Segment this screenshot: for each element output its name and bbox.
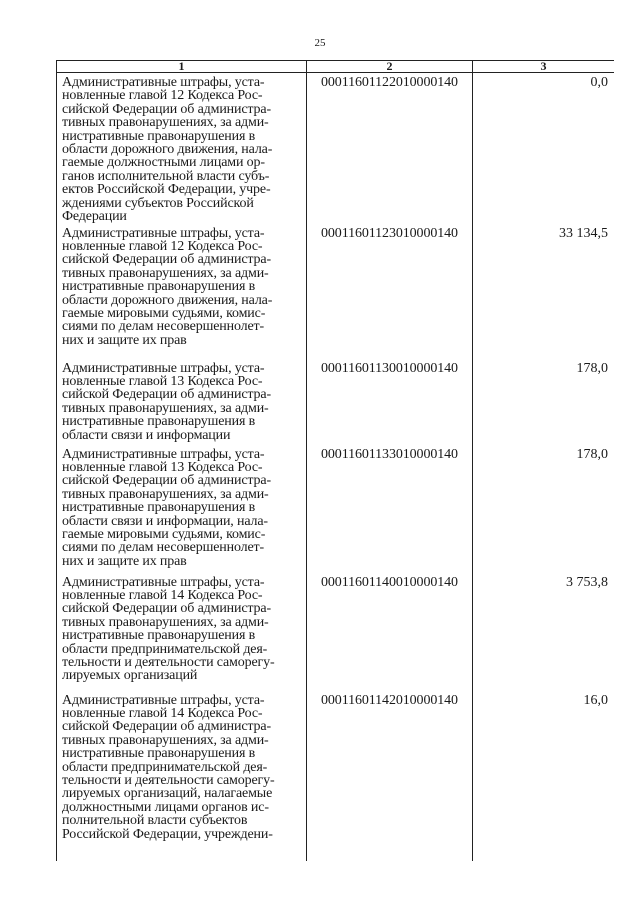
description-line: области связи и информации, нала-	[62, 513, 268, 529]
description-line: сийской Федерации об администра-	[62, 252, 271, 268]
row-code: 00011601123010000140	[307, 224, 473, 359]
description-line: сийской Федерации об администра-	[62, 387, 271, 403]
description-line: них и защите их прав	[62, 553, 187, 569]
description-line: тивных правонарушениях, за адми-	[62, 115, 269, 131]
description-line: Административные штрафы, уста-	[62, 692, 265, 708]
description-line: сиями по делам несовершеннолет-	[62, 319, 265, 335]
row-description	[57, 573, 307, 691]
row-amount: 0,0	[473, 73, 615, 224]
description-line: сиями по делам несовершеннолет-	[62, 540, 265, 556]
description-line: тивных правонарушениях, за адми-	[62, 732, 269, 748]
description-line: нистративные правонарушения в	[62, 414, 256, 430]
description-line: полнительной власти субъектов	[62, 813, 248, 829]
table-row	[57, 445, 615, 573]
column-header-3: 3	[473, 61, 615, 73]
description-line: области предпринимательской дея-	[62, 641, 268, 657]
table-row	[57, 73, 615, 224]
description-line: тельности и деятельности саморегу-	[62, 654, 275, 670]
description-line: тивных правонарушениях, за адми-	[62, 614, 269, 630]
row-description	[57, 359, 307, 445]
description-line: новленные главой 14 Кодекса Рос-	[62, 705, 263, 721]
description-line: Административные штрафы, уста-	[62, 75, 265, 90]
description-line: сийской Федерации об администра-	[62, 101, 271, 117]
description-line: должностными лицами органов ис-	[62, 799, 269, 815]
row-amount: 178,0	[473, 445, 615, 573]
description-line: ектов Российской Федерации, учре-	[62, 182, 271, 198]
table-row	[57, 224, 615, 359]
description-line: новленные главой 13 Кодекса Рос-	[62, 373, 263, 389]
description-line: нистративные правонарушения в	[62, 128, 256, 144]
column-header-2: 2	[307, 61, 473, 73]
description-line: нистративные правонарушения в	[62, 500, 256, 516]
description-line: лируемых организаций, налагаемые	[62, 786, 273, 802]
column-header-1: 1	[57, 61, 307, 73]
row-code: 00011601140010000140	[307, 573, 473, 691]
description-line: тивных правонарушениях, за адми-	[62, 486, 269, 502]
description-line: тивных правонарушениях, за адми-	[62, 265, 269, 281]
description-line: новленные главой 12 Кодекса Рос-	[62, 238, 263, 254]
description-line: новленные главой 14 Кодекса Рос-	[62, 587, 263, 603]
table-row	[57, 359, 615, 445]
description-line: ганов исполнительной власти субъ-	[62, 168, 270, 184]
row-code: 00011601133010000140	[307, 445, 473, 573]
description-line: сийской Федерации об администра-	[62, 719, 271, 735]
row-amount: 16,0	[473, 691, 615, 861]
description-line: Федерации	[62, 209, 127, 225]
row-amount: 3 753,8	[473, 573, 615, 691]
description-line: новленные главой 12 Кодекса Рос-	[62, 88, 263, 104]
description-line: гаемые мировыми судьями, комис-	[62, 305, 266, 321]
row-description	[57, 73, 307, 224]
description-line: сийской Федерации об администра-	[62, 473, 271, 489]
table-header-row	[57, 61, 615, 73]
row-description	[57, 445, 307, 573]
description-line: гаемые мировыми судьями, комис-	[62, 526, 266, 542]
description-line: тивных правонарушениях, за адми-	[62, 400, 269, 416]
row-amount: 178,0	[473, 359, 615, 445]
description-line: ждениями субъектов Российской	[62, 195, 254, 211]
document-table-container	[56, 60, 614, 905]
description-line: новленные главой 13 Кодекса Рос-	[62, 459, 263, 475]
description-line: Российской Федерации, учреждени-	[62, 826, 273, 842]
description-line: Административные штрафы, уста-	[62, 225, 265, 241]
description-line: лируемых организаций	[62, 668, 198, 684]
description-line: области предпринимательской дея-	[62, 759, 268, 775]
table-row	[57, 691, 615, 861]
description-line: нистративные правонарушения в	[62, 628, 256, 644]
revenue-table	[56, 60, 614, 861]
row-amount: 33 134,5	[473, 224, 615, 359]
row-description	[57, 224, 307, 359]
row-code: 00011601142010000140	[307, 691, 473, 861]
row-description	[57, 691, 307, 861]
description-line: Административные штрафы, уста-	[62, 360, 265, 376]
description-line: области дорожного движения, нала-	[62, 292, 273, 308]
description-line: Административные штрафы, уста-	[62, 574, 265, 590]
description-line: них и защите их прав	[62, 332, 187, 348]
page-number: 25	[314, 37, 326, 49]
description-line: нистративные правонарушения в	[62, 279, 256, 295]
description-line: гаемые должностными лицами ор-	[62, 155, 265, 171]
description-line: тельности и деятельности саморегу-	[62, 772, 275, 788]
description-line: области связи и информации	[62, 427, 231, 443]
description-line: Административные штрафы, уста-	[62, 446, 265, 462]
description-line: области дорожного движения, нала-	[62, 142, 273, 158]
description-line: нистративные правонарушения в	[62, 746, 256, 762]
row-code: 00011601122010000140	[307, 73, 473, 224]
row-code: 00011601130010000140	[307, 359, 473, 445]
description-line: сийской Федерации об администра-	[62, 601, 271, 617]
table-row	[57, 573, 615, 691]
